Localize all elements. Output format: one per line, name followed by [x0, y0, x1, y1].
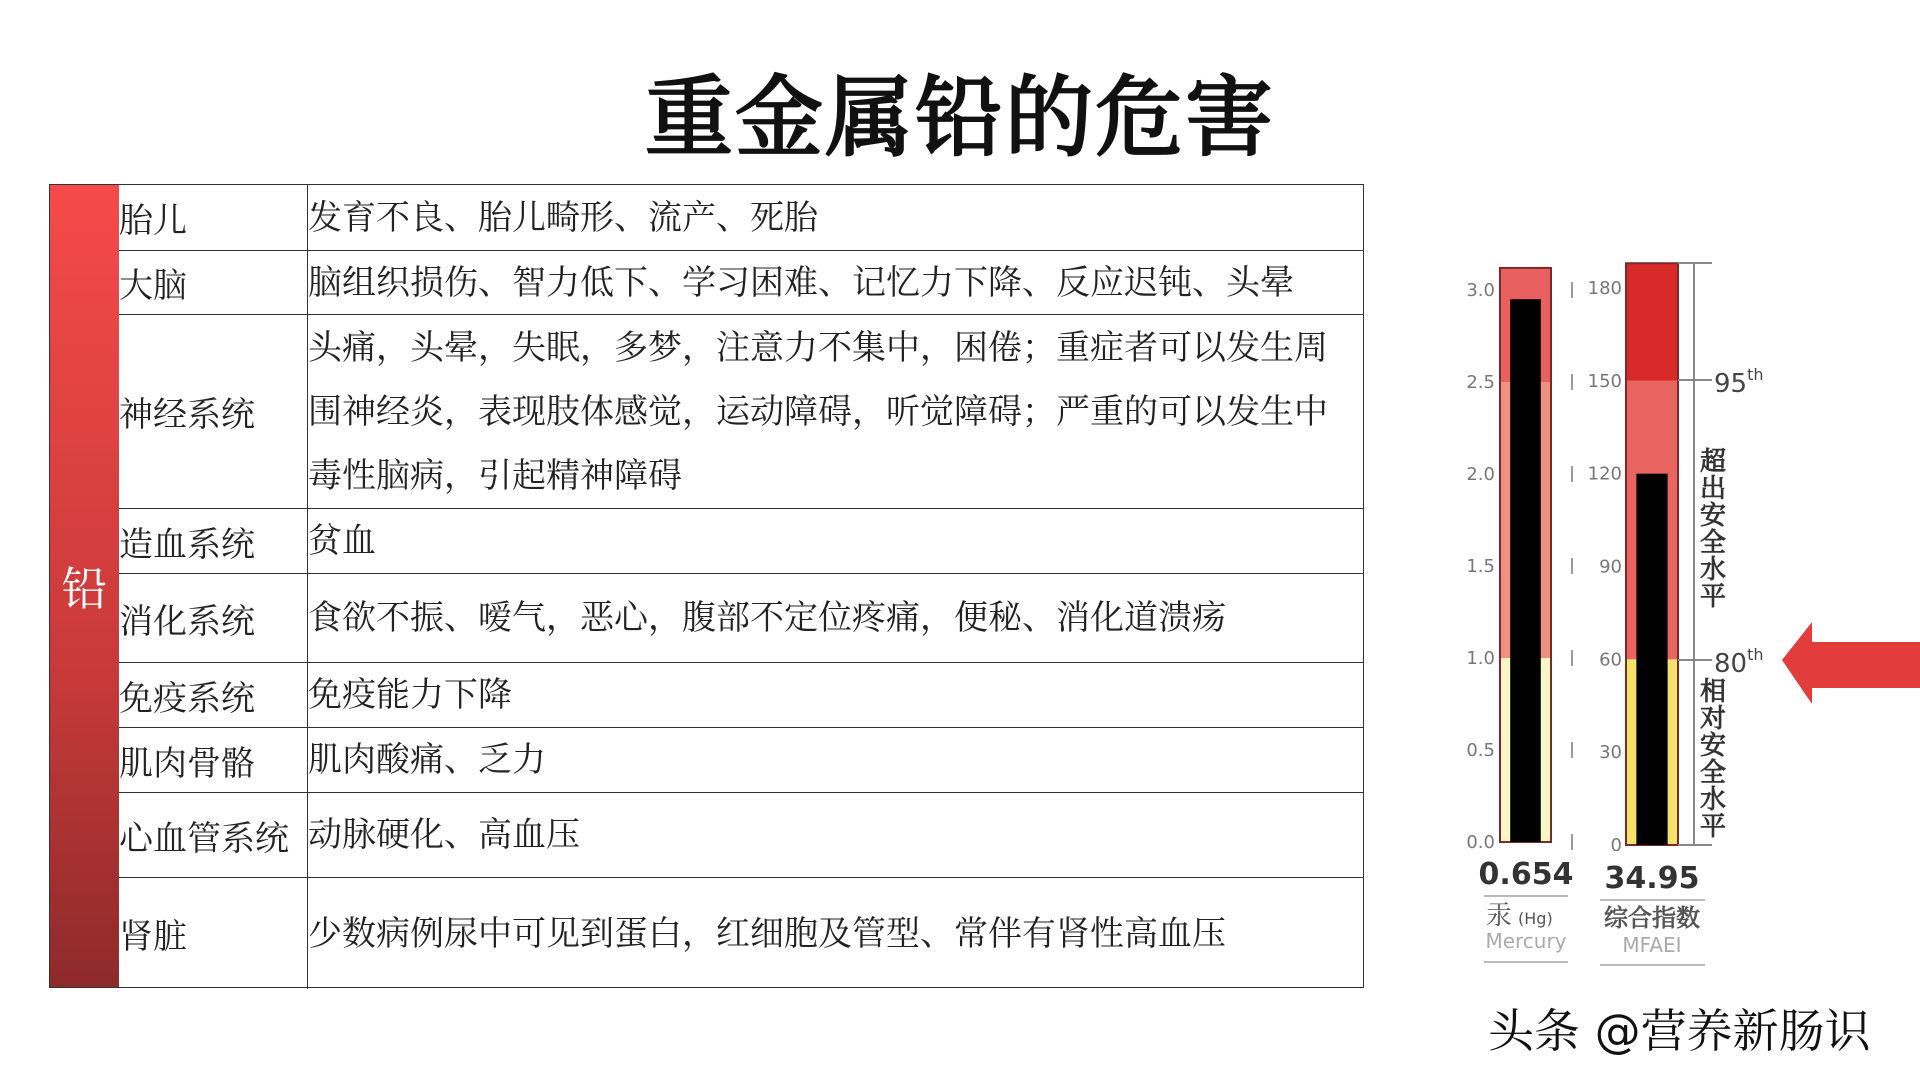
effects-cell: 脑组织损伤、智力低下、学习困难、记忆力下降、反应迟钝、头晕 — [308, 262, 1294, 303]
mercury-tick-label: 3.0 — [1466, 280, 1495, 301]
mfaei-name-en: MFAEI — [1622, 933, 1682, 957]
effects-cell: 头痛，头晕，失眠，多梦，注意力不集中，困倦；重症者可以发生周围神经炎，表现肢体感觉，运动障碍，听觉障碍；严重的可以发生中毒性脑病，引起精神障碍 — [308, 327, 1328, 496]
above-safe-label: 平 — [1699, 582, 1727, 612]
mfaei-name: 综合指数 — [1604, 904, 1700, 932]
effects-cell: 少数病例尿中可见到蛋白，红细胞及管型、常伴有肾性高血压 — [308, 913, 1226, 954]
effects-cell: 食欲不振、嗳气，恶心，腹部不定位疼痛，便秘、消化道溃疡 — [308, 598, 1226, 638]
relative-safe-label: 相 — [1699, 677, 1727, 707]
relative-safe-label: 对 — [1699, 704, 1727, 734]
percentile_80-label: 80th — [1714, 645, 1764, 679]
mfaei-value-bar — [1636, 474, 1667, 845]
mfaei-tick-label: 150 — [1587, 370, 1622, 392]
watermark: 头条 @营养新肠识 — [1488, 1004, 1871, 1058]
organ-cell: 心血管系统 — [119, 793, 308, 877]
organ-cell: 消化系统 — [119, 574, 308, 662]
mfaei-tick-label: 90 — [1599, 556, 1622, 578]
side-label: 铅 — [61, 562, 108, 616]
organ-cell: 造血系统 — [119, 509, 308, 573]
mfaei-zone — [1626, 263, 1678, 381]
effects-cell: 动脉硬化、高血压 — [308, 815, 580, 855]
mfaei-value: 34.95 — [1604, 861, 1700, 896]
organ-cell: 肌肉骨骼 — [119, 728, 308, 792]
above-safe-label: 出 — [1699, 474, 1727, 504]
relative-safe-label: 平 — [1699, 812, 1727, 842]
mfaei-tick-label: 120 — [1587, 463, 1622, 485]
above-safe-label: 全 — [1699, 528, 1727, 558]
effects-cell: 肌肉酸痛、乏力 — [308, 740, 546, 780]
mfaei-tick-label: 60 — [1599, 649, 1622, 671]
relative-safe-label: 全 — [1699, 758, 1727, 788]
percentile_95-label: 95th — [1714, 365, 1764, 399]
effects-cell: 发育不良、胎儿畸形、流产、死胎 — [308, 197, 818, 238]
organ-cell: 大脑 — [119, 251, 308, 314]
mercury-name-en: Mercury — [1485, 929, 1567, 953]
above-safe-label: 超 — [1699, 447, 1727, 477]
organ-cell: 肾脏 — [119, 878, 308, 989]
mercury-tick-label: 2.5 — [1466, 372, 1495, 393]
mercury-tick-label: 1.5 — [1466, 556, 1495, 577]
mfaei-tick-label: 180 — [1587, 278, 1622, 299]
mercury-value: 0.654 — [1478, 857, 1574, 892]
above-safe-label: 安 — [1699, 501, 1727, 531]
mercury-tick-label: 0.5 — [1466, 740, 1495, 761]
mercury-tick-label: 0.0 — [1466, 832, 1495, 853]
above-safe-label: 水 — [1699, 555, 1727, 585]
mercury-tick-label: 1.0 — [1466, 648, 1495, 669]
organ-cell: 神经系统 — [119, 315, 308, 508]
effects-cell: 贫血 — [308, 521, 376, 561]
mfaei-tick-label: 30 — [1599, 742, 1622, 764]
page-title: 重金属铅的危害 — [644, 66, 1275, 169]
mercury-name: 汞 (Hg) — [1486, 901, 1553, 931]
mercury-tick-label: 2.0 — [1466, 464, 1495, 485]
mfaei-tick-label: 0 — [1610, 835, 1622, 856]
organ-cell: 胎儿 — [119, 185, 308, 250]
organ-cell: 免疫系统 — [119, 663, 308, 727]
relative-safe-label: 安 — [1699, 731, 1727, 761]
mercury-value-bar — [1510, 299, 1541, 842]
relative-safe-label: 水 — [1699, 785, 1727, 815]
pointer-arrow-icon — [1782, 622, 1920, 704]
effects-cell: 免疫能力下降 — [308, 675, 512, 715]
